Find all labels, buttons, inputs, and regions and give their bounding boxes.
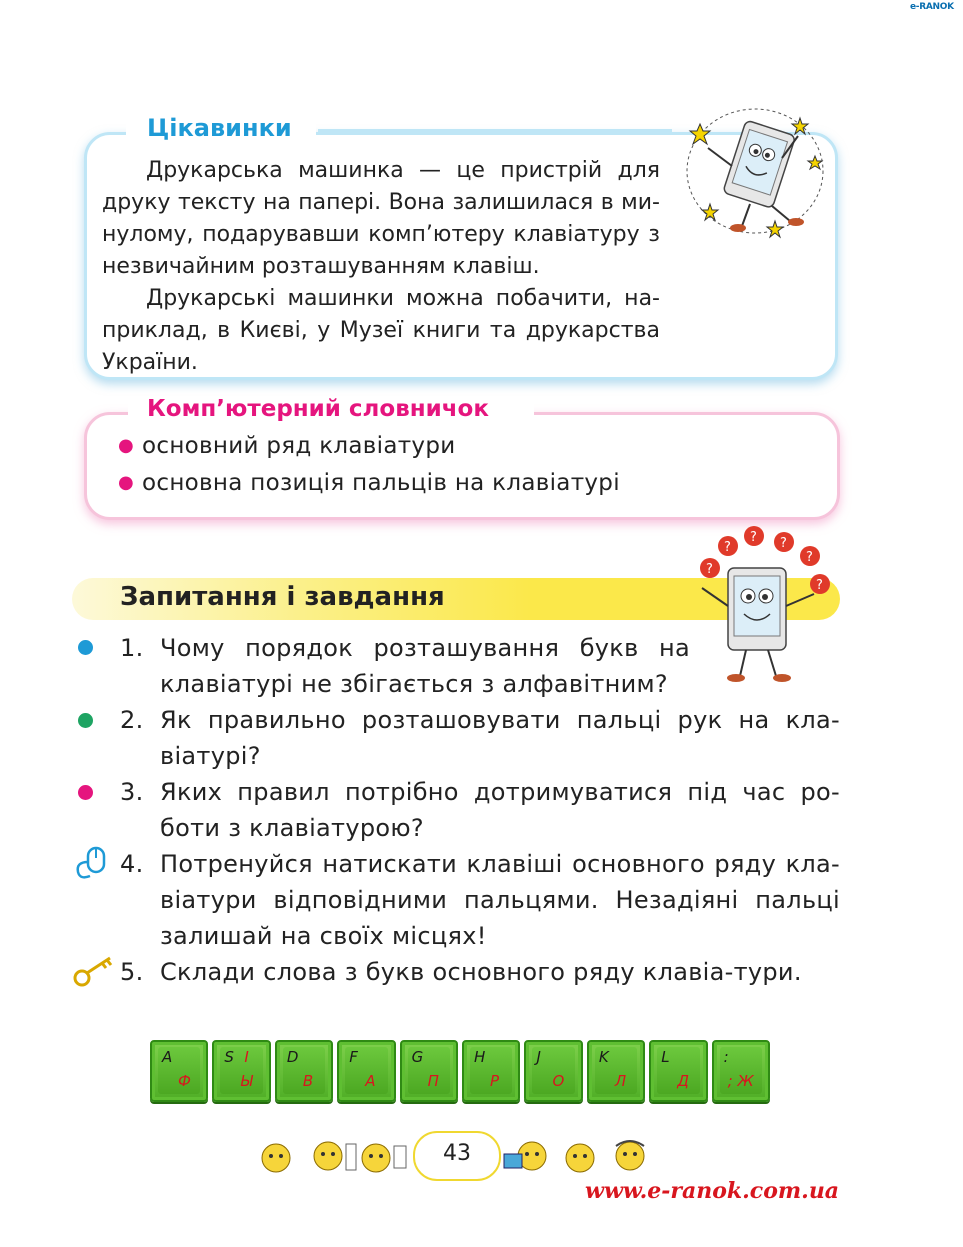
vocabulary-title: Комп’ютерний словничок [147,396,489,422]
tablet-mascot-illustration [680,96,830,246]
pink-dot-icon [78,785,93,800]
blue-dot-icon [78,640,93,655]
question-text: Чому порядок розташування букв на клавіатурі не збігається з алфавітним? [160,634,690,698]
smiley-characters-left-illustration [258,1136,408,1176]
question-number: 2. [120,706,144,734]
svg-text:?: ? [806,550,813,565]
keyboard-key: D В [275,1040,333,1102]
questions-title: Запитання і завдання [120,582,445,612]
svg-text:?: ? [780,536,787,551]
golden-key-icon [72,954,116,988]
question-number: 5. [120,958,144,986]
question-number: 1. [120,634,144,662]
keyboard-key: A Ф [150,1040,208,1102]
page-number: 43 [443,1141,471,1166]
svg-text:?: ? [816,578,823,593]
vocabulary-box [84,412,840,520]
keyboard-key: : ; Ж [712,1040,770,1102]
keyboard-home-row [150,1040,770,1102]
bullet-icon: ● [118,472,135,493]
question-number: 3. [120,778,144,806]
facts-paragraph: Друкарські машинки можна побачити, на-приклад, в Києві, у Музеї книги та друкарства України. [102,286,660,375]
keyboard-key: K Л [587,1040,645,1102]
green-dot-icon [78,713,93,728]
website-link[interactable]: www.e-ranok.com.ua [585,1178,840,1204]
keyboard-key: G П [400,1040,458,1102]
keyboard-key: L Д [649,1040,707,1102]
keyboard-key: F А [337,1040,395,1102]
keyboard-key: S І Ы [212,1040,270,1102]
svg-text:?: ? [724,540,731,555]
svg-text:?: ? [706,562,713,577]
publisher-logo: e-RANOK [910,2,954,12]
facts-title-rule [318,129,672,132]
keyboard-key: J О [524,1040,582,1102]
question-text: Яких правил потрібно дотримуватися під час ро-боти з клавіатурою? [160,778,840,842]
question-text: Як правильно розташовувати пальці рук на кла-віатурі? [160,706,840,770]
facts-text [102,155,660,379]
facts-paragraph: Друкарська машинка — це пристрій для друку тексту на папері. Вона залишилася в ми-нулому, подарувавши комп’ютеру клавіатуру з незвичайним розташуванням клавіш. [102,158,660,279]
computer-mouse-icon [72,844,112,884]
svg-text:?: ? [750,530,757,545]
keyboard-key: H Р [462,1040,520,1102]
bullet-icon: ● [118,435,135,456]
facts-title: Цікавинки [147,114,292,142]
vocabulary-item: ● основна позиція пальців на клавіатурі [118,470,620,496]
tablet-mascot-questions-illustration [690,526,838,686]
vocabulary-item: ● основний ряд клавіатури [118,433,456,459]
question-number: 4. [120,850,144,878]
question-text: Потренуйся натискати клавіші основного ряду кла-віатури відповідними пальцями. Незадіяні пальці залишай на своїх місцях! [160,850,840,950]
question-text: Склади слова з букв основного ряду клавіа-тури. [160,958,802,986]
smiley-characters-right-illustration [502,1136,652,1176]
